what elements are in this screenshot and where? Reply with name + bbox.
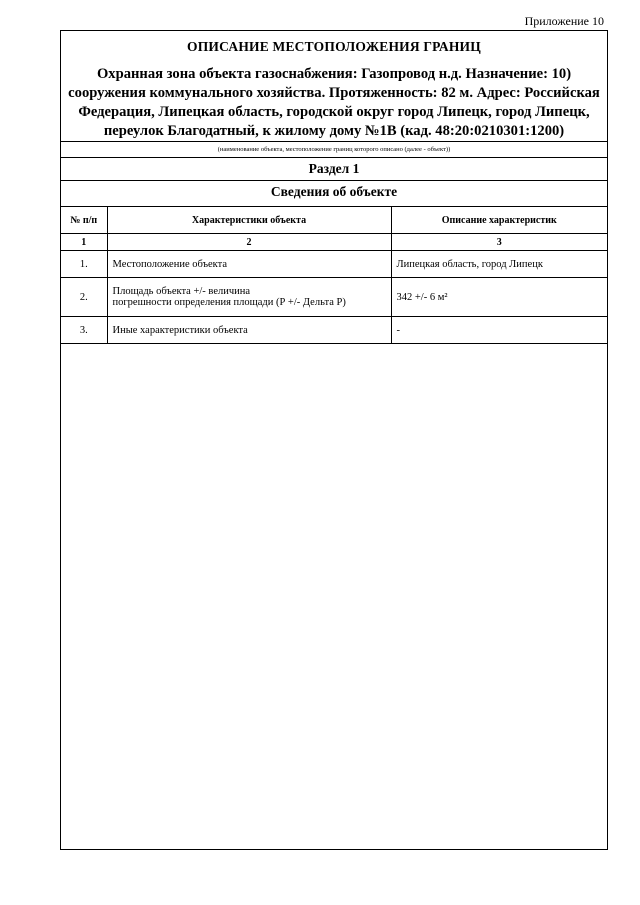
column-number: 2 [107, 234, 391, 251]
row-description: 342 +/- 6 м² [391, 278, 607, 317]
table-header-row [61, 207, 607, 234]
column-number: 1 [61, 234, 107, 251]
subsection-title: Сведения об объекте [270, 184, 398, 199]
table-row [61, 251, 607, 278]
divider [61, 141, 607, 142]
row-characteristic: Иные характеристики объекта [107, 317, 391, 344]
appendix-label: Приложение 10 [524, 14, 604, 28]
object-description: Охранная зона объекта газоснабжения: Газопровод н.д. Назначение: 10) сооружения коммунального хозяйства. Протяженность: 82 м. Адрес: Российская Федерация, Липецкая область, городской округ город Липецк, город Липецк, переулок Благодатный, к жилому дому №1В (кад. 48:20:0210301:1200) [68, 66, 600, 139]
row-characteristic-line: погрешности определения площади (Р +/- Дельта Р) [112, 297, 346, 308]
table-row [61, 278, 607, 317]
row-description: - [391, 317, 607, 344]
document-title: ОПИСАНИЕ МЕСТОПОЛОЖЕНИЯ ГРАНИЦ [187, 39, 481, 54]
row-characteristic-line: Площадь объекта +/- величина [112, 286, 251, 297]
header-description: Описание характеристик [391, 207, 607, 234]
table-row [61, 317, 607, 344]
section-title: Раздел 1 [308, 161, 360, 176]
header-characteristic: Характеристики объекта [107, 207, 391, 234]
row-characteristic: Местоположение объекта [107, 251, 391, 278]
header-num: № п/п [61, 207, 107, 234]
object-caption: (наименование объекта, местоположение границ которого описано (далее - объект)) [217, 146, 451, 153]
row-number: 1. [61, 251, 107, 278]
object-table [61, 206, 607, 344]
row-number: 3. [61, 317, 107, 344]
column-number: 3 [391, 234, 607, 251]
column-number-row [61, 234, 607, 251]
row-description: Липецкая область, город Липецк [391, 251, 607, 278]
document-frame [60, 30, 608, 850]
row-characteristic [107, 278, 391, 317]
row-number: 2. [61, 278, 107, 317]
